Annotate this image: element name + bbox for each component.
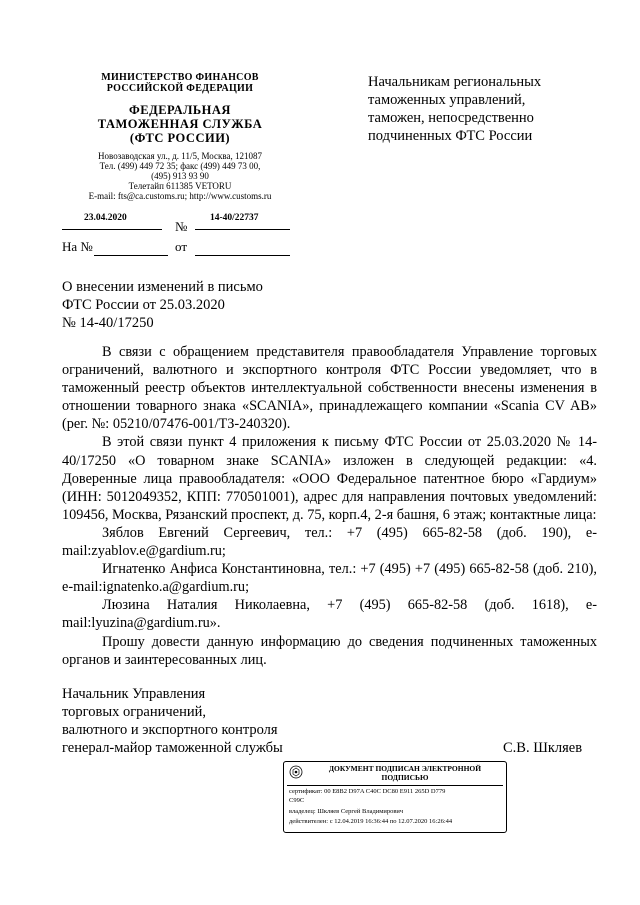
body-paragraph-2: В этой связи пункт 4 приложения к письму ФТС России от 25.03.2020 № 14-40/17250 «О товарном знаке SCANIA» изложен в следующей редакции: «4. Доверенные лица правообладателя: «ООО Федеральное патентное бюро «Гардиум» (ИНН: 5012049352, КПП: 770501001), адрес для направления почтовых уведомлений: 109456, Москва, Рязанский проспект, д. 75, корп.4, 2-я башня, 6 этаж; контактные лица:: [62, 434, 597, 523]
subject-line-3: № 14-40/17250: [62, 315, 154, 331]
service-line-3: (ФТС РОССИИ): [129, 131, 231, 145]
letterhead: [55, 72, 305, 201]
address-line-4: Телетайп 611385 VETORU: [128, 181, 232, 191]
recipient-line-3: таможен, непосредственно: [368, 110, 534, 126]
subject-line-1: О внесении изменений в письмо: [62, 279, 263, 295]
date-field: [62, 213, 162, 230]
ministry-line-1: МИНИСТЕРСТВО ФИНАНСОВ: [101, 72, 259, 83]
address-line-1: Новозаводская ул., д. 11/5, Москва, 121087: [98, 151, 262, 161]
contact-lyuzina: Люзина Наталия Николаевна, +7 (495) 665-82-58 (доб. 1618), e-mail:lyuzina@gardium.ru».: [62, 597, 597, 632]
number-sign: №: [175, 219, 188, 234]
service-line-2: ТАМОЖЕННАЯ СЛУЖБА: [97, 117, 263, 131]
stamp-title-line-1: ДОКУМЕНТ ПОДПИСАН ЭЛЕКТРОННОЙ: [328, 764, 482, 773]
letter-number: 14-40/22737: [210, 213, 259, 223]
signature-title-line-2: торговых ограничений,: [62, 704, 206, 720]
body-paragraph-request: Прошу довести данную информацию до сведения подчиненных таможенных органов и заинтересованных лиц.: [62, 633, 597, 668]
ref-date-field: [195, 240, 290, 256]
signature-title-line-3: валютного и экспортного контроля: [62, 722, 278, 738]
number-field: [195, 213, 290, 230]
letter-body: [62, 343, 597, 669]
stamp-title-line-2: ПОДПИСЬЮ: [381, 773, 429, 782]
e-signature-stamp: [283, 761, 507, 833]
ref-prefix: На №: [62, 239, 93, 254]
signature-title-line-1: Начальник Управления: [62, 686, 206, 702]
signature-block: [62, 685, 362, 757]
ref-from: от: [175, 239, 188, 254]
address-line-5: E-mail: fts@ca.customs.ru; http://www.customs.ru: [88, 191, 272, 201]
letter-date: 23.04.2020: [84, 213, 127, 223]
recipient-line-4: подчиненных ФТС России: [368, 128, 533, 144]
signatory-name: С.В. Шкляев: [503, 740, 583, 756]
body-paragraph-1: В связи с обращением представителя правообладателя Управление торговых ограничений, валютного и экспортного контроля ФТС России уведомляет, что в таможенный реестр объектов интеллектуальной собственности внесены изменения в отношении товарного знака «SCANIA», принадлежащего компании «Scania CV AB» (рег. №: 05210/07476-001/ТЗ-240320).: [62, 344, 597, 433]
contact-ignatenko: Игнатенко Анфиса Константиновна, тел.: +7 (495) +7 (495) 665-82-58 (доб. 210), e-mail:ignatenko.a@gardium.ru;: [62, 561, 597, 596]
stamp-validity: действителен: с 12.04.2019 16:36:44 по 12.07.2020 16:26:44: [289, 818, 453, 825]
recipient-block: [368, 73, 608, 145]
address-line-3: (495) 913 93 90: [151, 171, 209, 181]
stamp-divider: [287, 785, 503, 786]
stamp-owner: владелец: Шкляев Сергей Владимирович: [289, 808, 404, 815]
subject-block: [62, 278, 322, 332]
stamp-emblem-icon: [289, 765, 303, 779]
stamp-certificate: сертификат: 00 E8B2 D97A C40C DC80 E911 265D D779: [289, 788, 446, 795]
ref-number-field: [94, 240, 168, 256]
recipient-line-2: таможенных управлений,: [368, 92, 526, 108]
signature-title-line-4: генерал-майор таможенной службы: [62, 740, 283, 756]
service-line-1: ФЕДЕРАЛЬНАЯ: [129, 103, 231, 117]
subject-line-2: ФТС России от 25.03.2020: [62, 297, 225, 313]
contact-zyablov: Зяблов Евгений Сергеевич, тел.: +7 (495) 665-82-58 (доб. 190), e-mail:zyablov.e@gardium.ru;: [62, 524, 597, 560]
stamp-certificate-tail: C99C: [289, 797, 305, 804]
address-line-2: Тел. (499) 449 72 35; факс (499) 449 73 00,: [99, 161, 261, 171]
ministry-line-2: РОССИЙСКОЙ ФЕДЕРАЦИИ: [106, 83, 254, 94]
recipient-line-1: Начальникам региональных: [368, 74, 542, 90]
